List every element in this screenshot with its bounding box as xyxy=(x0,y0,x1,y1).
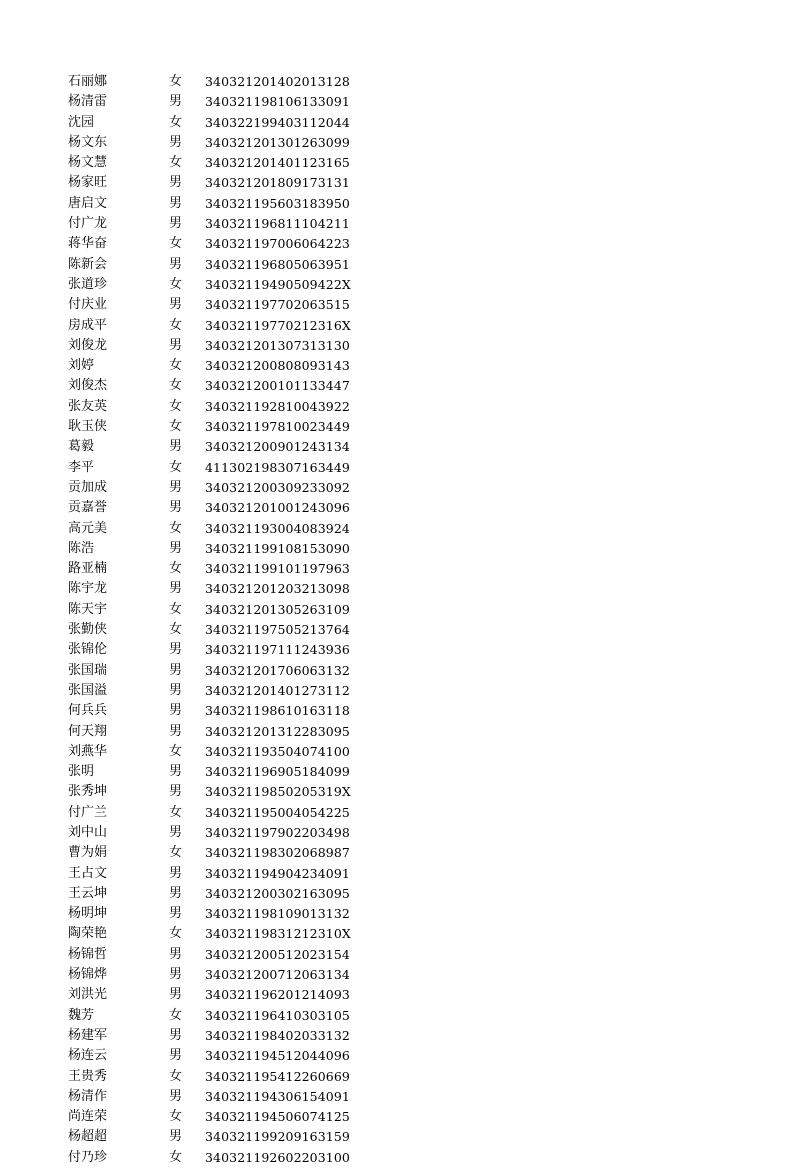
name-cell: 付庆业 xyxy=(68,297,108,313)
sex-cell: 女 xyxy=(169,743,183,759)
name-cell: 杨锦哲 xyxy=(68,946,108,962)
table-row xyxy=(68,823,368,843)
id-number-cell: 340321195603183950 xyxy=(205,195,350,211)
name-cell: 张锦伦 xyxy=(68,642,108,658)
table-row xyxy=(68,843,368,863)
name-cell: 杨文慧 xyxy=(68,155,108,171)
id-number-cell: 340321198302068987 xyxy=(205,845,350,861)
table-row xyxy=(68,864,368,884)
id-number-cell: 340321197702063515 xyxy=(205,297,350,313)
table-row xyxy=(68,437,368,457)
id-number-cell: 340321201401273112 xyxy=(205,682,350,698)
id-number-cell: 340321200512023154 xyxy=(205,946,350,962)
sex-cell: 男 xyxy=(169,784,183,800)
name-cell: 杨超超 xyxy=(68,1129,108,1145)
table-row xyxy=(68,1006,368,1026)
sex-cell: 男 xyxy=(169,824,183,840)
table-row xyxy=(68,1087,368,1107)
id-number-cell: 34032119490509422X xyxy=(205,276,351,292)
id-number-cell: 340321199108153090 xyxy=(205,540,350,556)
id-number-cell: 340321200101133447 xyxy=(205,378,350,394)
table-row xyxy=(68,1148,368,1168)
sex-cell: 女 xyxy=(169,317,183,333)
id-number-cell: 340321201402013128 xyxy=(205,74,350,89)
sex-cell: 男 xyxy=(169,906,183,922)
sex-cell: 男 xyxy=(169,987,183,1003)
table-row xyxy=(68,701,368,721)
table-row xyxy=(68,519,368,539)
id-number-cell: 340321193504074100 xyxy=(205,743,350,759)
sex-cell: 男 xyxy=(169,1129,183,1145)
name-cell: 杨清雷 xyxy=(68,94,108,110)
name-cell: 蒋华奋 xyxy=(68,236,108,252)
sex-cell: 女 xyxy=(169,1068,183,1084)
sex-cell: 女 xyxy=(169,601,183,617)
sex-cell: 女 xyxy=(169,520,183,536)
sex-cell: 女 xyxy=(169,459,183,475)
table-row xyxy=(68,762,368,782)
id-number-cell: 340321194512044096 xyxy=(205,1048,350,1064)
table-row xyxy=(68,417,368,437)
name-cell: 刘洪光 xyxy=(68,987,108,1003)
id-number-cell: 34032119831212310X xyxy=(205,926,351,942)
sex-cell: 女 xyxy=(169,804,183,820)
name-cell: 张明 xyxy=(68,764,95,780)
id-number-cell: 340321197902203498 xyxy=(205,824,350,840)
sex-cell: 男 xyxy=(169,500,183,516)
sex-cell: 男 xyxy=(169,682,183,698)
sex-cell: 女 xyxy=(169,845,183,861)
name-cell: 杨文东 xyxy=(68,134,108,150)
table-row xyxy=(68,376,368,396)
name-cell: 陈天宇 xyxy=(68,601,108,617)
sex-cell: 女 xyxy=(169,926,183,942)
table-row xyxy=(68,620,368,640)
sex-cell: 男 xyxy=(169,967,183,983)
sex-cell: 男 xyxy=(169,216,183,232)
id-number-cell: 340321200901243134 xyxy=(205,439,350,455)
id-number-cell: 340321195412260669 xyxy=(205,1068,350,1084)
table-row xyxy=(68,194,368,214)
table-row xyxy=(68,1067,368,1087)
name-cell: 杨清作 xyxy=(68,1088,108,1104)
id-number-cell: 340321199101197963 xyxy=(205,561,350,577)
sex-cell: 女 xyxy=(169,561,183,577)
name-cell: 曹为娟 xyxy=(68,845,108,861)
name-cell: 张秀坤 xyxy=(68,784,108,800)
table-row xyxy=(68,559,368,579)
id-number-cell: 340321196201214093 xyxy=(205,987,350,1003)
name-cell: 陈新会 xyxy=(68,256,108,272)
table-row xyxy=(68,234,368,254)
sex-cell: 男 xyxy=(169,439,183,455)
sex-cell: 男 xyxy=(169,1048,183,1064)
name-cell: 刘中山 xyxy=(68,824,108,840)
sex-cell: 男 xyxy=(169,581,183,597)
sex-cell: 男 xyxy=(169,946,183,962)
table-row xyxy=(68,803,368,823)
name-cell: 王贵秀 xyxy=(68,1068,108,1084)
table-row xyxy=(68,113,368,133)
id-number-cell: 340321201706063132 xyxy=(205,662,350,678)
id-number-cell: 340322199403112044 xyxy=(205,114,350,130)
table-row xyxy=(68,336,368,356)
sex-cell: 男 xyxy=(169,195,183,211)
table-row xyxy=(68,275,368,295)
name-cell: 沈园 xyxy=(68,114,95,130)
name-cell: 何天翔 xyxy=(68,723,108,739)
table-row xyxy=(68,884,368,904)
name-cell: 杨明坤 xyxy=(68,906,108,922)
sex-cell: 女 xyxy=(169,114,183,130)
id-number-cell: 340321198402033132 xyxy=(205,1027,350,1043)
name-cell: 何兵兵 xyxy=(68,703,108,719)
table-row xyxy=(68,1046,368,1066)
sex-cell: 女 xyxy=(169,378,183,394)
name-cell: 贡嘉誉 xyxy=(68,500,108,516)
sex-cell: 女 xyxy=(169,398,183,414)
table-row xyxy=(68,458,368,478)
table-row xyxy=(68,539,368,559)
name-cell: 张国溢 xyxy=(68,682,108,698)
name-cell: 魏芳 xyxy=(68,1007,95,1023)
id-number-cell: 34032119850205319X xyxy=(205,784,351,800)
id-number-cell: 340321201001243096 xyxy=(205,500,350,516)
table-row xyxy=(68,924,368,944)
id-number-cell: 340321194904234091 xyxy=(205,865,350,881)
table-row xyxy=(68,498,368,518)
table-row xyxy=(68,173,368,193)
id-number-cell: 340321197505213764 xyxy=(205,622,350,638)
name-cell: 尚连荣 xyxy=(68,1109,108,1125)
id-number-cell: 340321201312283095 xyxy=(205,723,350,739)
table-row xyxy=(68,579,368,599)
name-cell: 刘婷 xyxy=(68,358,95,374)
table-row xyxy=(68,478,368,498)
id-number-cell: 340321197006064223 xyxy=(205,236,350,252)
sex-cell: 男 xyxy=(169,1088,183,1104)
table-row xyxy=(68,295,368,315)
id-number-cell: 340321201809173131 xyxy=(205,175,350,191)
table-row xyxy=(68,397,368,417)
id-number-cell: 340321195004054225 xyxy=(205,804,350,820)
id-number-cell: 340321200712063134 xyxy=(205,967,350,983)
id-number-cell: 340321201305263109 xyxy=(205,601,350,617)
name-cell: 高元美 xyxy=(68,520,108,536)
table-row xyxy=(68,904,368,924)
id-number-cell: 340321201307313130 xyxy=(205,337,350,353)
table-row xyxy=(68,600,368,620)
table-row xyxy=(68,1127,368,1147)
name-cell: 陈宇龙 xyxy=(68,581,108,597)
sex-cell: 男 xyxy=(169,764,183,780)
id-number-cell: 340321200309233092 xyxy=(205,479,350,495)
table-row xyxy=(68,133,368,153)
id-number-cell: 340321201301263099 xyxy=(205,134,350,150)
name-cell: 杨连云 xyxy=(68,1048,108,1064)
sex-cell: 女 xyxy=(169,276,183,292)
sex-cell: 女 xyxy=(169,419,183,435)
table-row xyxy=(68,640,368,660)
sex-cell: 男 xyxy=(169,134,183,150)
name-cell: 刘燕华 xyxy=(68,743,108,759)
name-cell: 付广兰 xyxy=(68,804,108,820)
sex-cell: 男 xyxy=(169,540,183,556)
id-number-cell: 340321194506074125 xyxy=(205,1109,350,1125)
sex-cell: 男 xyxy=(169,479,183,495)
name-cell: 杨家旺 xyxy=(68,175,108,191)
sex-cell: 女 xyxy=(169,1149,183,1165)
name-cell: 刘俊杰 xyxy=(68,378,108,394)
sex-cell: 女 xyxy=(169,358,183,374)
table-row xyxy=(68,1107,368,1127)
sex-cell: 男 xyxy=(169,94,183,110)
id-number-cell: 340321192602203100 xyxy=(205,1149,350,1165)
name-cell: 刘俊龙 xyxy=(68,337,108,353)
table-row xyxy=(68,214,368,234)
id-number-cell: 340321200808093143 xyxy=(205,358,350,374)
table-row xyxy=(68,945,368,965)
sex-cell: 男 xyxy=(169,297,183,313)
sex-cell: 男 xyxy=(169,662,183,678)
table-row xyxy=(68,965,368,985)
name-cell: 王云坤 xyxy=(68,885,108,901)
name-cell: 张国瑞 xyxy=(68,662,108,678)
sex-cell: 女 xyxy=(169,236,183,252)
name-cell: 路亚楠 xyxy=(68,561,108,577)
id-number-cell: 340321196811104211 xyxy=(205,216,350,232)
name-cell: 张友英 xyxy=(68,398,108,414)
table-row xyxy=(68,255,368,275)
name-cell: 张勤侠 xyxy=(68,622,108,638)
sex-cell: 女 xyxy=(169,155,183,171)
table-row xyxy=(68,782,368,802)
id-number-cell: 340321201203213098 xyxy=(205,581,350,597)
id-number-cell: 340321198106133091 xyxy=(205,94,350,110)
sex-cell: 女 xyxy=(169,622,183,638)
sex-cell: 男 xyxy=(169,703,183,719)
table-row xyxy=(68,985,368,1005)
name-cell: 贡加成 xyxy=(68,479,108,495)
id-number-cell: 340321194306154091 xyxy=(205,1088,350,1104)
table-row xyxy=(68,681,368,701)
id-number-cell: 340321193004083924 xyxy=(205,520,350,536)
person-list-table xyxy=(68,72,368,1168)
name-cell: 唐启文 xyxy=(68,195,108,211)
name-cell: 陈浩 xyxy=(68,540,95,556)
table-row xyxy=(68,316,368,336)
sex-cell: 男 xyxy=(169,723,183,739)
id-number-cell: 340321199209163159 xyxy=(205,1129,350,1145)
table-row xyxy=(68,72,368,92)
table-row xyxy=(68,742,368,762)
sex-cell: 男 xyxy=(169,865,183,881)
id-number-cell: 340321201401123165 xyxy=(205,155,350,171)
name-cell: 张道珍 xyxy=(68,276,108,292)
table-row xyxy=(68,661,368,681)
name-cell: 李平 xyxy=(68,459,95,475)
sex-cell: 女 xyxy=(169,1007,183,1023)
table-row xyxy=(68,153,368,173)
name-cell: 葛毅 xyxy=(68,439,95,455)
id-number-cell: 411302198307163449 xyxy=(205,459,350,475)
name-cell: 杨锦烨 xyxy=(68,967,108,983)
sex-cell: 男 xyxy=(169,337,183,353)
id-number-cell: 340321192810043922 xyxy=(205,398,350,414)
table-row xyxy=(68,356,368,376)
id-number-cell: 340321196410303105 xyxy=(205,1007,350,1023)
sex-cell: 女 xyxy=(169,1109,183,1125)
id-number-cell: 340321197810023449 xyxy=(205,419,350,435)
id-number-cell: 340321197111243936 xyxy=(205,642,350,658)
sex-cell: 男 xyxy=(169,1027,183,1043)
name-cell: 耿玉侠 xyxy=(68,419,108,435)
sex-cell: 男 xyxy=(169,175,183,191)
name-cell: 房成平 xyxy=(68,317,108,333)
sex-cell: 男 xyxy=(169,256,183,272)
sex-cell: 男 xyxy=(169,642,183,658)
id-number-cell: 340321196805063951 xyxy=(205,256,350,272)
id-number-cell: 340321198109013132 xyxy=(205,906,350,922)
id-number-cell: 340321196905184099 xyxy=(205,764,350,780)
table-row xyxy=(68,722,368,742)
id-number-cell: 340321200302163095 xyxy=(205,885,350,901)
name-cell: 陶荣艳 xyxy=(68,926,108,942)
name-cell: 石丽娜 xyxy=(68,74,108,89)
name-cell: 付广龙 xyxy=(68,216,108,232)
name-cell: 杨建军 xyxy=(68,1027,108,1043)
table-row xyxy=(68,1026,368,1046)
name-cell: 王占文 xyxy=(68,865,108,881)
id-number-cell: 340321198610163118 xyxy=(205,703,350,719)
name-cell: 付乃珍 xyxy=(68,1149,108,1165)
sex-cell: 男 xyxy=(169,885,183,901)
table-row xyxy=(68,92,368,112)
id-number-cell: 34032119770212316X xyxy=(205,317,351,333)
sex-cell: 女 xyxy=(169,74,183,89)
